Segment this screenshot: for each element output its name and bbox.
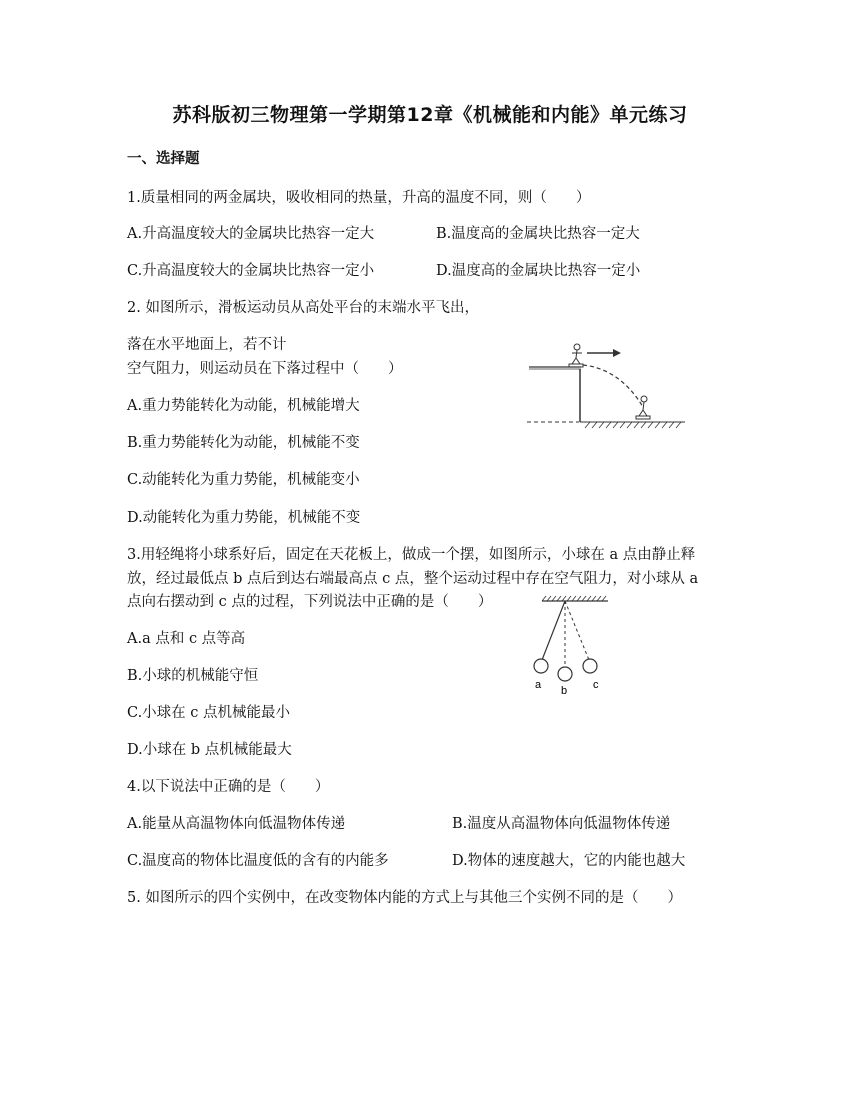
question-2-stem-line-2: 落在水平地面上，若不计 bbox=[127, 337, 287, 353]
question-1-option-c: C.升高温度较大的金属块比热容一定小 bbox=[127, 263, 375, 279]
page-title: 苏科版初三物理第一学期第12章《机械能和内能》单元练习 bbox=[172, 104, 688, 126]
question-3-option-d: D.小球在 b 点机械能最大 bbox=[127, 742, 292, 758]
question-4-option-c: C.温度高的物体比温度低的含有的内能多 bbox=[127, 853, 389, 869]
question-3-stem-line-2: 放，经过最低点 b 点后到达右端最高点 c 点，整个运动过程中存在空气阻力，对小球从 a bbox=[127, 571, 699, 587]
ball-c bbox=[583, 659, 597, 673]
question-4-option-a: A.能量从高温物体向低温物体传递 bbox=[127, 816, 346, 832]
label-a: a bbox=[535, 679, 542, 691]
ball-b bbox=[558, 667, 572, 681]
section-heading: 一、选择题 bbox=[127, 151, 200, 167]
skateboard-figure bbox=[525, 335, 695, 430]
ball-a bbox=[534, 659, 548, 673]
question-1-stem: 1.质量相同的两金属块，吸收相同的热量，升高的温度不同，则（ ） bbox=[127, 190, 591, 206]
question-4-stem: 4.以下说法中正确的是（ ） bbox=[127, 779, 330, 795]
question-3-option-c: C.小球在 c 点机械能最小 bbox=[127, 705, 291, 721]
label-b: b bbox=[561, 685, 568, 697]
question-2-option-a: A.重力势能转化为动能，机械能增大 bbox=[127, 398, 360, 414]
question-2-option-c: C.动能转化为重力势能，机械能变小 bbox=[127, 472, 360, 488]
question-2-option-b: B.重力势能转化为动能，机械能不变 bbox=[127, 435, 360, 451]
question-1-option-d: D.温度高的金属块比热容一定小 bbox=[436, 263, 641, 279]
question-4-option-b: B.温度从高温物体向低温物体传递 bbox=[452, 816, 671, 832]
question-5-stem: 5. 如图所示的四个实例中，在改变物体内能的方式上与其他三个实例不同的是（ ） bbox=[127, 890, 682, 906]
question-4-option-d: D.物体的速度越大，它的内能也越大 bbox=[452, 853, 686, 869]
label-c: c bbox=[593, 679, 599, 691]
question-3-option-b: B.小球的机械能守恒 bbox=[127, 668, 259, 684]
question-1-option-b: B.温度高的金属块比热容一定大 bbox=[436, 226, 640, 242]
question-1-option-a: A.升高温度较大的金属块比热容一定大 bbox=[127, 226, 375, 242]
question-2-option-d: D.动能转化为重力势能，机械能不变 bbox=[127, 510, 361, 526]
question-2-stem-line-3: 空气阻力，则运动员在下落过程中（ ） bbox=[127, 361, 403, 377]
question-2-stem-line-1: 2. 如图所示，滑板运动员从高处平台的末端水平飞出， bbox=[127, 300, 479, 316]
question-3-stem-line-1: 3.用轻绳将小球系好后，固定在天花板上，做成一个摆，如图所示，小球在 a 点由静止释 bbox=[127, 547, 696, 563]
question-3-stem-line-3: 点向右摆动到 c 点的过程，下列说法中正确的是（ ） bbox=[127, 594, 493, 610]
pendulum-figure bbox=[530, 590, 620, 700]
question-3-option-a: A.a 点和 c 点等高 bbox=[127, 631, 246, 647]
